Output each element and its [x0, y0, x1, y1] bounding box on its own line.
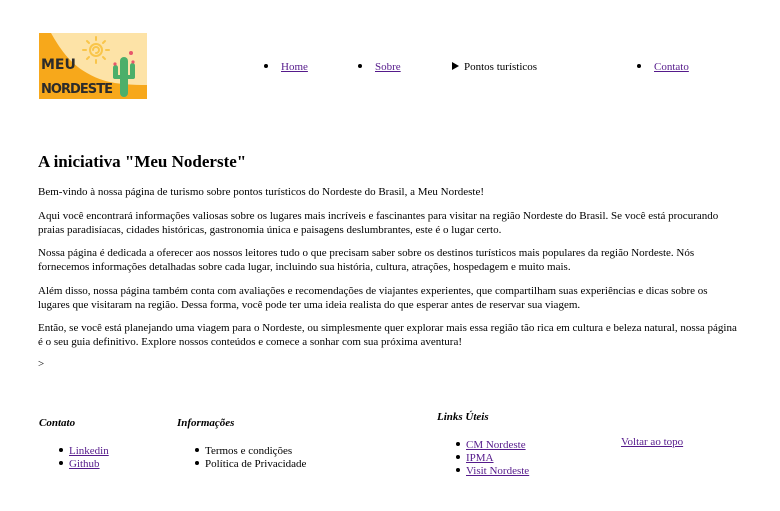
list-item	[59, 458, 109, 471]
bullet-icon	[59, 461, 63, 465]
footer-link-cm-nordeste[interactable]: CM Nordeste	[466, 439, 526, 451]
site-logo[interactable]	[39, 33, 147, 99]
footer-list-links-uteis	[456, 439, 529, 478]
nav-item-contato	[637, 61, 689, 74]
page-title: A iniciativa "Meu Noderste"	[38, 152, 247, 171]
list-item	[195, 445, 306, 458]
stray-text: >	[38, 358, 45, 370]
nav-item-home	[264, 61, 308, 74]
footer-item-privacidade: Política de Privacidade	[205, 458, 307, 470]
footer-heading-links-uteis: Links Úteis	[437, 411, 489, 423]
bullet-icon	[195, 461, 199, 465]
paragraph-dedication: Nossa página é dedicada a oferecer aos nossos leitores tudo o que precisam saber sobre os destinos turísticos mais populares da região Nordeste. Nós fornecemos informações detalhadas sobre cada lugar, incluindo sua história, cultura, atrações, hospedagem e muito mais.	[38, 247, 695, 273]
bullet-icon	[456, 442, 460, 446]
footer-link-visit-nordeste[interactable]: Visit Nordeste	[466, 465, 530, 477]
list-item	[59, 445, 109, 458]
nav-dropdown-pontos-turisticos[interactable]	[452, 61, 537, 74]
footer-heading-contato: Contato	[39, 417, 76, 429]
list-item	[456, 439, 529, 452]
footer-item-termos: Termos e condições	[205, 445, 293, 457]
footer-list-contato	[59, 445, 109, 471]
nav-link-contato[interactable]: Contato	[654, 61, 689, 73]
footer-link-linkedin[interactable]: Linkedin	[69, 445, 109, 457]
footer-link-ipma[interactable]: IPMA	[466, 452, 494, 464]
bullet-icon	[456, 455, 460, 459]
bullet-icon	[637, 64, 641, 68]
bullet-icon	[358, 64, 362, 68]
list-item	[456, 452, 529, 465]
svg-text:NORDESTE: NORDESTE	[41, 82, 113, 97]
disclosure-triangle-icon[interactable]	[452, 62, 459, 70]
paragraph-reviews: Além disso, nossa página também conta com avaliações e recomendações de viajantes experientes, que compartilham suas experiências e dicas sobre os lugares que visitaram na região. Dessa forma, você pode ter uma ideia realista do que esperar antes de reservar sua viagem.	[38, 285, 708, 311]
logo-image	[39, 33, 147, 99]
back-to-top-link[interactable]: Voltar ao topo	[621, 436, 684, 448]
nav-link-sobre[interactable]: Sobre	[375, 61, 401, 73]
nav-link-home[interactable]: Home	[281, 61, 308, 73]
bullet-icon	[59, 448, 63, 452]
paragraph-closing: Então, se você está planejando uma viagem para o Nordeste, ou simplesmente quer explorar mais essa região tão rica em cultura e beleza natural, nossa página é o seu guia definitivo. Explore nossos conteúdos e comece a sonhar com sua próxima aventura!	[38, 322, 737, 348]
intro-paragraph: Bem-vindo à nossa página de turismo sobre pontos turísticos do Nordeste do Brasil, a Meu Nordeste!	[38, 186, 485, 198]
footer-list-informacoes	[195, 445, 306, 471]
footer-heading-informacoes: Informações	[177, 417, 235, 429]
paragraph-info: Aqui você encontrará informações valiosas sobre os lugares mais incríveis e fascinantes para visitar na região Nordeste do Brasil. Se você está procurando praias paradisíacas, cidades históricas, gastronomia única e paisagens deslumbrantes, este é o lugar certo.	[38, 210, 719, 236]
bullet-icon	[456, 468, 460, 472]
bullet-icon	[264, 64, 268, 68]
list-item	[456, 465, 529, 478]
svg-text:MEU: MEU	[41, 57, 76, 73]
bullet-icon	[195, 448, 199, 452]
list-item	[195, 458, 306, 471]
nav-dropdown-label[interactable]: Pontos turísticos	[464, 61, 538, 73]
footer-link-github[interactable]: Github	[69, 458, 100, 470]
nav-item-sobre	[358, 61, 401, 74]
